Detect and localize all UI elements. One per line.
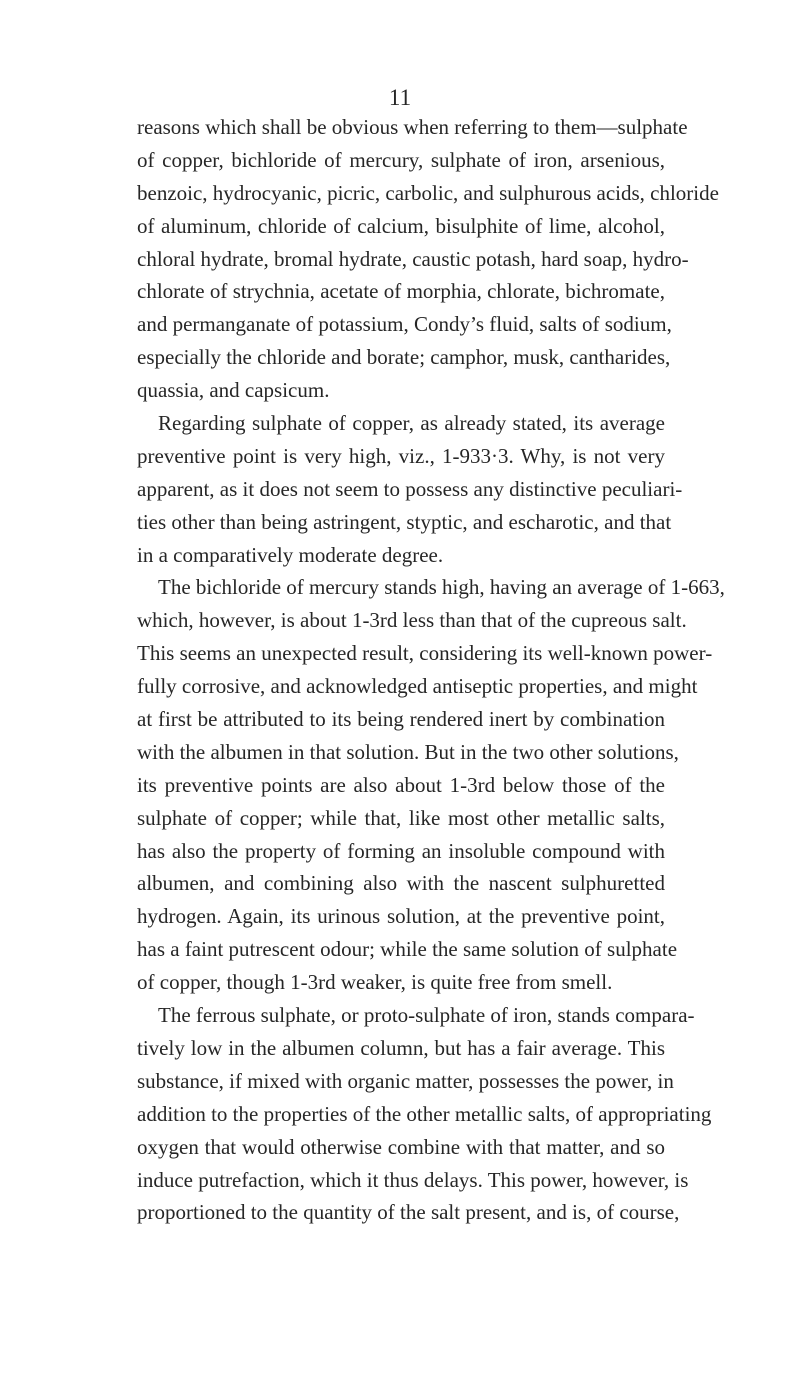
- text-line: especially the chloride and borate; camphor, musk, cantharides,: [137, 345, 671, 370]
- text-line: tively low in the albumen column, but has a fair average. This: [137, 1035, 665, 1060]
- text-line: chlorate of strychnia, acetate of morphia, chlorate, bichromate,: [137, 279, 665, 304]
- text-line: addition to the properties of the other metallic salts, of appropriating: [137, 1101, 712, 1126]
- text-line: preventive point is very high, viz., 1-933·3. Why, is not very: [137, 443, 665, 468]
- text-line: which, however, is about 1-3rd less than that of the cupreous salt.: [137, 608, 687, 633]
- text-line: of aluminum, chloride of calcium, bisulphite of lime, alcohol,: [137, 213, 665, 238]
- text-line: induce putrefaction, which it thus delays. This power, however, is: [137, 1167, 689, 1192]
- text-line: quassia, and capsicum.: [137, 378, 330, 403]
- text-line: reasons which shall be obvious when referring to them—sulphate: [137, 115, 688, 139]
- text-line: oxygen that would otherwise combine with that matter, and so: [137, 1134, 665, 1159]
- text-line: fully corrosive, and acknowledged antiseptic properties, and might: [137, 674, 698, 699]
- text-line: ties other than being astringent, styptic, and escharotic, and that: [137, 509, 672, 534]
- text-line: This seems an unexpected result, considering its well-known power-: [137, 641, 713, 666]
- text-line: has a faint putrescent odour; while the same solution of sulphate: [137, 937, 678, 962]
- text-line: Regarding sulphate of copper, as already stated, its average: [158, 411, 665, 436]
- text-line: The bichloride of mercury stands high, having an average of 1-663,: [158, 575, 725, 600]
- text-line: at first be attributed to its being rendered inert by combination: [137, 707, 665, 732]
- text-line: of copper, bichloride of mercury, sulphate of iron, arsenious,: [137, 147, 665, 172]
- text-line: chloral hydrate, bromal hydrate, caustic potash, hard soap, hydro-: [137, 246, 689, 271]
- text-line: proportioned to the quantity of the salt present, and is, of course,: [137, 1200, 680, 1225]
- text-line: apparent, as it does not seem to possess any distinctive peculiari-: [137, 476, 683, 501]
- text-line: in a comparatively moderate degree.: [137, 542, 444, 567]
- text-line: The ferrous sulphate, or proto-sulphate of iron, stands compara-: [158, 1003, 695, 1028]
- body-text: [137, 111, 725, 1229]
- text-line: substance, if mixed with organic matter, possesses the power, in: [137, 1068, 674, 1093]
- text-line: albumen, and combining also with the nascent sulphuretted: [137, 871, 665, 896]
- text-line: its preventive points are also about 1-3rd below those of the: [137, 772, 665, 797]
- text-line: of copper, though 1-3rd weaker, is quite free from smell.: [137, 970, 613, 995]
- page-number: 11: [388, 85, 412, 110]
- text-line: and permanganate of potassium, Condy’s fluid, salts of sodium,: [137, 312, 672, 337]
- text-line: has also the property of forming an insoluble compound with: [137, 838, 665, 863]
- text-line: hydrogen. Again, its urinous solution, at the preventive point,: [137, 904, 665, 929]
- text-line: benzoic, hydrocyanic, picric, carbolic, and sulphurous acids, chloride: [137, 180, 719, 205]
- text-line: with the albumen in that solution. But in the two other solutions,: [137, 739, 679, 764]
- text-line: sulphate of copper; while that, like most other metallic salts,: [137, 805, 665, 830]
